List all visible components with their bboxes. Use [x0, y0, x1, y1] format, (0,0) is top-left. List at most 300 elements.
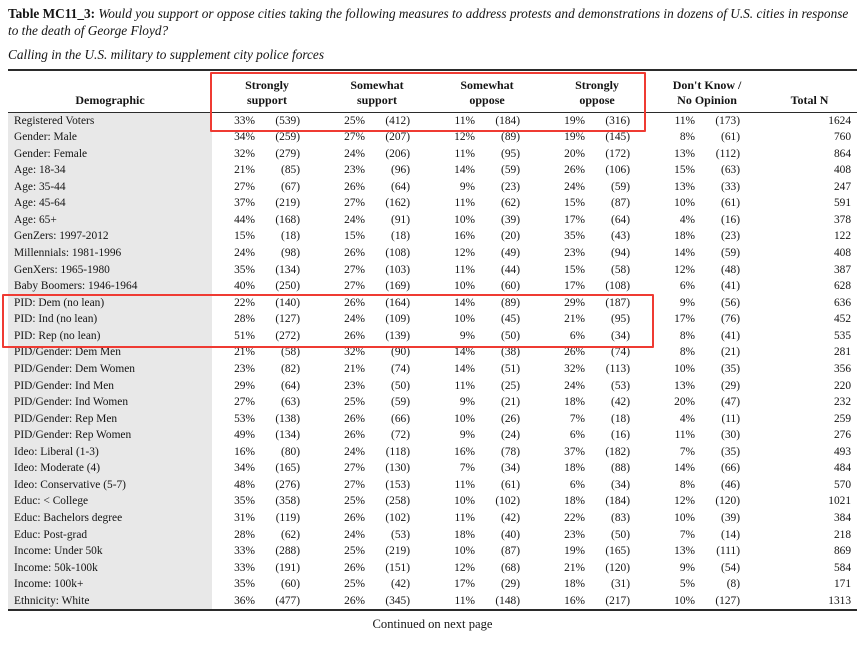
cell-n: (89) — [501, 296, 521, 309]
table-row — [8, 510, 857, 527]
cell-n: (20) — [501, 230, 521, 243]
cell-percent: 26% — [344, 180, 366, 193]
table-row — [8, 361, 857, 378]
table-title — [8, 5, 859, 40]
cell-percent: 10% — [454, 313, 476, 326]
cell-n: (140) — [275, 296, 301, 309]
table-row — [8, 593, 857, 611]
cell-percent: 35% — [234, 578, 255, 591]
cell-n: (23) — [721, 230, 741, 243]
cell-percent: 10% — [454, 280, 476, 293]
row-label: Registered Voters — [8, 112, 212, 129]
cell-percent: 18% — [564, 396, 586, 409]
header-line: Don't Know / — [672, 78, 742, 93]
cell-percent: 27% — [234, 180, 255, 193]
table-row — [8, 195, 857, 212]
cell-percent: 23% — [344, 164, 366, 177]
cell-n: (50) — [391, 379, 411, 392]
cell-n: (539) — [275, 114, 301, 127]
cell-n: (82) — [281, 362, 301, 375]
cell-percent: 25% — [344, 396, 366, 409]
cell-n: (219) — [275, 197, 301, 210]
col-header-strongly-oppose — [542, 70, 652, 112]
cell-n: (48) — [721, 263, 741, 276]
cell-percent: 24% — [344, 147, 366, 160]
cell-percent: 7% — [679, 528, 696, 541]
cell-percent: 8% — [679, 131, 696, 144]
cell-n: (29) — [501, 578, 521, 591]
cell-n: (165) — [605, 545, 631, 558]
cell-n: (74) — [611, 346, 631, 359]
cell-percent: 26% — [344, 429, 366, 442]
cell-n: (11) — [721, 412, 741, 425]
cell-percent: 25% — [344, 578, 366, 591]
cell-n: (134) — [275, 429, 301, 442]
cell-n: (42) — [391, 578, 411, 591]
cell-percent: 6% — [569, 329, 586, 342]
cell-n: (250) — [275, 280, 301, 293]
cell-percent: 9% — [459, 180, 476, 193]
cell-n: (38) — [501, 346, 521, 359]
cell-n: (78) — [501, 445, 521, 458]
row-label: PID/Gender: Ind Women — [8, 394, 212, 411]
cell-percent: 34% — [234, 131, 255, 144]
cell-percent: 11% — [454, 263, 476, 276]
cell-percent: 14% — [674, 462, 696, 475]
row-label: GenXers: 1965-1980 — [8, 262, 212, 279]
header-line: Somewhat — [350, 78, 404, 93]
table-header — [8, 70, 857, 112]
cell-percent: 20% — [564, 147, 586, 160]
cell-percent: 26% — [344, 412, 366, 425]
cell-percent: 32% — [344, 346, 366, 359]
cell-n: (14) — [721, 528, 741, 541]
row-label: Millennials: 1981-1996 — [8, 245, 212, 262]
cell-n: (96) — [391, 164, 411, 177]
table-row — [8, 394, 857, 411]
cell-n: (74) — [391, 362, 411, 375]
row-label: PID: Rep (no lean) — [8, 328, 212, 345]
cell-percent: 34% — [234, 462, 255, 475]
col-header-somewhat-support — [322, 70, 432, 112]
row-label: Age: 18-34 — [8, 162, 212, 179]
cell-n: (51) — [501, 362, 521, 375]
cell-percent: 6% — [569, 478, 586, 491]
cell-percent: 44% — [234, 213, 255, 226]
cell-percent: 16% — [234, 445, 255, 458]
cell-n: (66) — [391, 412, 411, 425]
row-label: Baby Boomers: 1946-1964 — [8, 278, 212, 295]
cell-n: (477) — [275, 594, 301, 607]
row-label: Ideo: Conservative (5-7) — [8, 477, 212, 494]
cell-n: (59) — [611, 180, 631, 193]
cell-n: (60) — [281, 578, 301, 591]
cell-n: (172) — [605, 147, 631, 160]
cell-percent: 9% — [459, 396, 476, 409]
cell-percent: 26% — [344, 561, 366, 574]
cell-n: (345) — [385, 594, 411, 607]
table-row — [8, 344, 857, 361]
cell-n: (279) — [275, 147, 301, 160]
cell-total-n: 1313 — [828, 594, 852, 607]
cell-n: (64) — [611, 213, 631, 226]
cell-n: (111) — [716, 545, 741, 558]
cell-percent: 53% — [234, 412, 255, 425]
row-label: Gender: Male — [8, 129, 212, 146]
table-row — [8, 129, 857, 146]
table-row — [8, 576, 857, 593]
cell-percent: 10% — [674, 197, 696, 210]
cell-percent: 28% — [234, 313, 255, 326]
cell-total-n: 408 — [833, 247, 852, 259]
cell-n: (118) — [385, 445, 411, 458]
cell-percent: 27% — [344, 462, 366, 475]
cell-n: (139) — [385, 329, 411, 342]
cell-percent: 16% — [454, 445, 476, 458]
cell-total-n: 218 — [833, 528, 852, 541]
cell-n: (64) — [391, 180, 411, 193]
cell-n: (49) — [501, 247, 521, 259]
cell-n: (85) — [281, 164, 301, 177]
cell-n: (16) — [611, 429, 631, 442]
cell-percent: 31% — [234, 512, 255, 524]
header-line: Strongly — [245, 78, 289, 93]
cell-n: (47) — [721, 396, 741, 409]
cell-n: (106) — [605, 164, 631, 177]
row-label: Income: Under 50k — [8, 543, 212, 560]
cell-n: (53) — [391, 528, 411, 541]
cell-percent: 27% — [344, 280, 366, 293]
cell-percent: 15% — [234, 230, 255, 243]
cell-percent: 21% — [564, 313, 586, 326]
cell-percent: 18% — [454, 528, 476, 541]
table-row — [8, 112, 857, 129]
cell-total-n: 1624 — [828, 114, 852, 127]
row-label: PID/Gender: Ind Men — [8, 378, 212, 395]
cell-percent: 10% — [454, 412, 476, 425]
cell-total-n: 535 — [833, 329, 852, 342]
cell-n: (109) — [385, 313, 411, 326]
cell-n: (66) — [721, 462, 741, 475]
header-line: oppose — [579, 92, 615, 107]
cell-percent: 14% — [454, 164, 476, 177]
cell-percent: 7% — [679, 445, 696, 458]
cell-percent: 15% — [564, 197, 586, 210]
cell-percent: 26% — [564, 346, 586, 359]
cell-percent: 28% — [234, 528, 255, 541]
table-question: Would you support or oppose cities taking the following measures to address protests and demonstrations in dozens of U.S. cities in response to the death of George Floyd? — [8, 6, 849, 39]
cell-total-n: 484 — [833, 462, 852, 475]
cell-n: (18) — [281, 230, 301, 243]
cell-n: (219) — [385, 545, 411, 558]
table-id: Table MC11_3: — [8, 6, 96, 21]
cell-n: (56) — [721, 296, 741, 309]
cell-n: (94) — [611, 247, 631, 259]
cell-n: (207) — [385, 131, 411, 144]
table-row — [8, 527, 857, 544]
cell-percent: 10% — [674, 512, 696, 524]
cell-percent: 24% — [344, 445, 366, 458]
cell-percent: 15% — [344, 230, 366, 243]
cell-n: (62) — [281, 528, 301, 541]
cell-n: (89) — [501, 131, 521, 144]
cell-n: (153) — [385, 478, 411, 491]
cell-percent: 48% — [234, 478, 255, 491]
cell-n: (42) — [611, 396, 631, 409]
cell-percent: 10% — [454, 545, 476, 558]
cell-percent: 16% — [564, 594, 586, 607]
cell-n: (83) — [611, 512, 631, 524]
cell-percent: 15% — [674, 164, 696, 177]
cell-percent: 7% — [569, 412, 586, 425]
cell-percent: 49% — [234, 429, 255, 442]
row-label: PID/Gender: Dem Men — [8, 344, 212, 361]
cell-total-n: 122 — [833, 230, 852, 243]
cell-total-n: 570 — [833, 478, 852, 491]
cell-percent: 8% — [679, 346, 696, 359]
cell-percent: 26% — [344, 594, 366, 607]
cell-n: (61) — [721, 131, 741, 144]
table-row — [8, 311, 857, 328]
cell-n: (44) — [501, 263, 521, 276]
cell-n: (169) — [385, 280, 411, 293]
row-label: Educ: Post-grad — [8, 527, 212, 544]
row-label: Age: 45-64 — [8, 195, 212, 212]
cell-percent: 26% — [344, 247, 366, 259]
cell-percent: 11% — [454, 197, 476, 210]
table-row — [8, 411, 857, 428]
cell-percent: 27% — [234, 396, 255, 409]
cell-total-n: 259 — [833, 412, 852, 425]
cell-percent: 26% — [344, 512, 366, 524]
cell-percent: 8% — [679, 478, 696, 491]
col-header-dont-know — [652, 70, 762, 112]
cell-percent: 12% — [454, 561, 476, 574]
cell-percent: 51% — [234, 329, 255, 342]
continued-note: Continued on next page — [372, 617, 493, 631]
cell-total-n: 591 — [833, 197, 852, 210]
header-line: support — [357, 92, 398, 107]
cell-n: (18) — [391, 230, 411, 243]
cell-percent: 11% — [674, 114, 696, 127]
cell-percent: 33% — [234, 561, 255, 574]
table-row — [8, 228, 857, 245]
cell-percent: 21% — [234, 164, 255, 177]
cell-n: (168) — [275, 213, 301, 226]
cell-percent: 9% — [459, 429, 476, 442]
cell-n: (130) — [385, 462, 411, 475]
crosstab-body — [8, 112, 857, 610]
cell-total-n: 276 — [833, 429, 852, 442]
cell-total-n: 232 — [833, 396, 852, 409]
cell-total-n: 584 — [833, 561, 852, 574]
cell-n: (108) — [385, 247, 411, 259]
cell-percent: 9% — [679, 561, 696, 574]
cell-n: (102) — [385, 512, 411, 524]
table-row — [8, 493, 857, 510]
cell-n: (46) — [721, 478, 741, 491]
cell-n: (87) — [501, 545, 521, 558]
cell-n: (33) — [721, 180, 741, 193]
cell-percent: 40% — [234, 280, 255, 293]
cell-n: (87) — [611, 197, 631, 210]
cell-percent: 4% — [679, 412, 696, 425]
cell-n: (206) — [385, 147, 411, 160]
cell-percent: 18% — [564, 578, 586, 591]
header-line: support — [247, 92, 288, 107]
cell-percent: 20% — [674, 396, 696, 409]
col-header-total-n: Total N — [762, 70, 857, 112]
cell-n: (42) — [501, 512, 521, 524]
cell-percent: 26% — [564, 164, 586, 177]
cell-percent: 14% — [454, 362, 476, 375]
col-header-strongly-support — [212, 70, 322, 112]
table-row — [8, 444, 857, 461]
cell-total-n: 171 — [833, 578, 852, 591]
col-header-demographic: Demographic — [8, 70, 212, 112]
table-row — [8, 295, 857, 312]
cell-total-n: 493 — [833, 445, 852, 458]
cell-n: (98) — [281, 247, 301, 259]
cell-percent: 29% — [234, 379, 255, 392]
row-label: Income: 100k+ — [8, 576, 212, 593]
cell-n: (59) — [501, 164, 521, 177]
cell-percent: 12% — [674, 495, 696, 508]
cell-percent: 10% — [454, 495, 476, 508]
cell-percent: 14% — [674, 247, 696, 259]
cell-percent: 10% — [674, 594, 696, 607]
cell-percent: 21% — [344, 362, 366, 375]
row-label: PID/Gender: Rep Men — [8, 411, 212, 428]
cell-percent: 11% — [454, 379, 476, 392]
cell-n: (45) — [501, 313, 521, 326]
cell-n: (41) — [721, 280, 741, 293]
row-label: Educ: Bachelors degree — [8, 510, 212, 527]
cell-percent: 24% — [344, 213, 366, 226]
table-row — [8, 427, 857, 444]
cell-percent: 33% — [234, 114, 255, 127]
cell-n: (191) — [275, 561, 301, 574]
cell-n: (67) — [281, 180, 301, 193]
cell-percent: 24% — [564, 180, 586, 193]
cell-n: (35) — [721, 445, 741, 458]
cell-n: (113) — [605, 362, 631, 375]
cell-percent: 24% — [344, 313, 366, 326]
cell-n: (288) — [275, 545, 301, 558]
cell-n: (24) — [501, 429, 521, 442]
cell-total-n: 628 — [833, 280, 852, 293]
cell-n: (58) — [281, 346, 301, 359]
cell-n: (95) — [501, 147, 521, 160]
cell-n: (23) — [501, 180, 521, 193]
row-label: PID/Gender: Dem Women — [8, 361, 212, 378]
table-row — [8, 543, 857, 560]
cell-total-n: 247 — [833, 180, 852, 193]
cell-n: (43) — [611, 230, 631, 243]
cell-percent: 16% — [454, 230, 476, 243]
table-row — [8, 212, 857, 229]
cell-n: (102) — [495, 495, 521, 508]
cell-n: (120) — [605, 561, 631, 574]
cell-percent: 18% — [564, 462, 586, 475]
cell-percent: 32% — [234, 147, 255, 160]
cell-percent: 25% — [344, 545, 366, 558]
cell-total-n: 378 — [833, 213, 852, 226]
row-label: Age: 35-44 — [8, 179, 212, 196]
cell-percent: 27% — [344, 263, 366, 276]
cell-percent: 12% — [674, 263, 696, 276]
cell-n: (63) — [281, 396, 301, 409]
cell-percent: 33% — [234, 545, 255, 558]
cell-n: (119) — [275, 512, 301, 524]
cell-total-n: 452 — [833, 313, 852, 326]
cell-percent: 10% — [674, 362, 696, 375]
cell-n: (53) — [611, 379, 631, 392]
cell-n: (16) — [721, 213, 741, 226]
cell-percent: 19% — [564, 545, 586, 558]
cell-n: (61) — [721, 197, 741, 210]
cell-n: (108) — [605, 280, 631, 293]
cell-total-n: 636 — [833, 296, 852, 309]
cell-n: (58) — [611, 263, 631, 276]
cell-n: (88) — [611, 462, 631, 475]
cell-percent: 36% — [234, 594, 255, 607]
cell-percent: 18% — [564, 495, 586, 508]
table-row — [8, 328, 857, 345]
cell-percent: 17% — [564, 280, 586, 293]
cell-n: (62) — [501, 197, 521, 210]
cell-n: (276) — [275, 478, 301, 491]
cell-percent: 19% — [564, 114, 586, 127]
header-line: Somewhat — [460, 78, 514, 93]
cell-percent: 24% — [564, 379, 586, 392]
table-row — [8, 378, 857, 395]
cell-n: (72) — [391, 429, 411, 442]
cell-n: (30) — [721, 429, 741, 442]
cell-n: (358) — [275, 495, 301, 508]
cell-percent: 29% — [564, 296, 586, 309]
cell-percent: 11% — [674, 429, 696, 442]
header-line: Strongly — [575, 78, 619, 93]
cell-n: (64) — [281, 379, 301, 392]
cell-total-n: 864 — [833, 147, 852, 160]
cell-total-n: 220 — [833, 379, 852, 392]
cell-percent: 11% — [454, 114, 476, 127]
cell-n: (173) — [715, 114, 741, 127]
cell-n: (127) — [715, 594, 741, 607]
cell-total-n: 1021 — [828, 495, 852, 508]
table-row — [8, 162, 857, 179]
row-label: PID: Dem (no lean) — [8, 295, 212, 312]
cell-n: (412) — [385, 114, 411, 127]
cell-percent: 27% — [344, 197, 366, 210]
cell-percent: 13% — [674, 147, 696, 160]
cell-percent: 23% — [234, 362, 255, 375]
cell-n: (127) — [275, 313, 301, 326]
row-label: Age: 65+ — [8, 212, 212, 229]
cell-percent: 25% — [344, 114, 366, 127]
cell-n: (184) — [605, 495, 631, 508]
row-label: Educ: < College — [8, 493, 212, 510]
table-row — [8, 146, 857, 163]
cell-n: (316) — [605, 114, 631, 127]
cell-n: (272) — [275, 329, 301, 342]
cell-n: (35) — [721, 362, 741, 375]
cell-percent: 14% — [454, 346, 476, 359]
crosstab-table — [8, 69, 857, 611]
cell-n: (61) — [501, 478, 521, 491]
cell-n: (50) — [611, 528, 631, 541]
